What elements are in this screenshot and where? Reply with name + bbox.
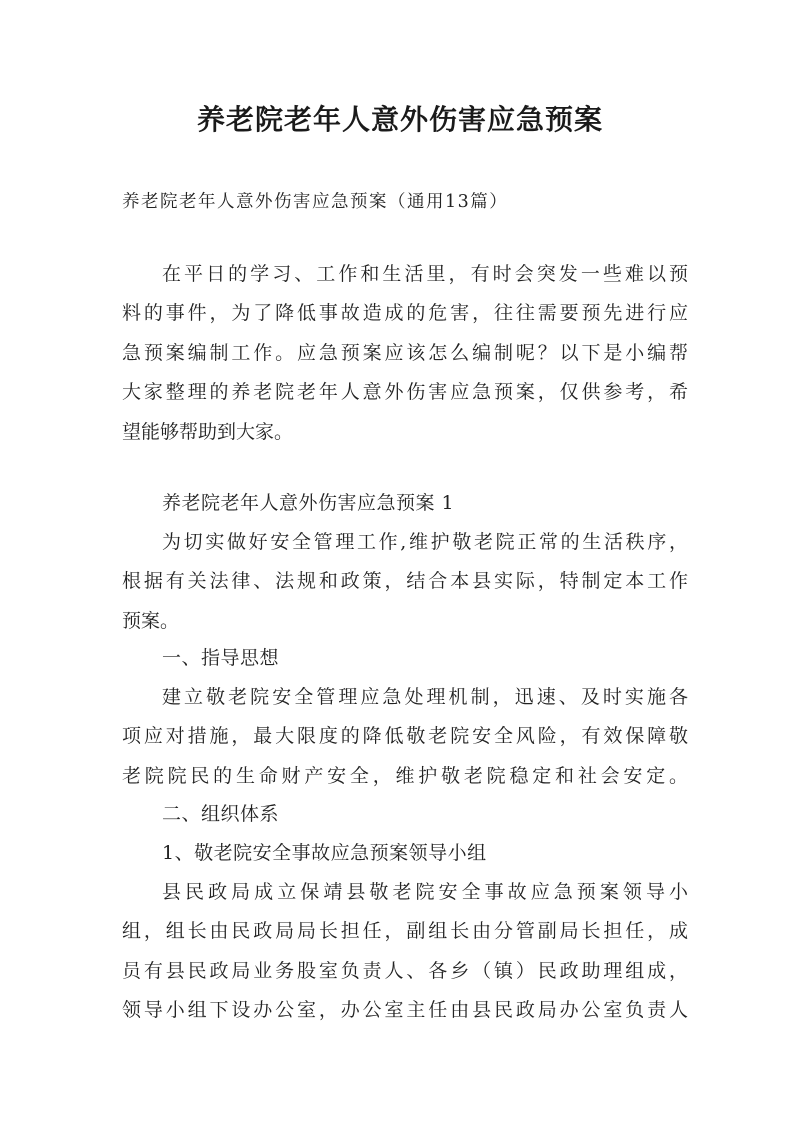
group-paragraph xyxy=(122,873,688,1031)
paragraph-line: 根据有关法律、法规和政策，结合本县实际，特制定本工作 xyxy=(122,570,688,593)
paragraph-line: 组，组长由民政局局长担任，副组长由分管副局长担任，成 xyxy=(122,920,688,943)
org-heading: 二、组织体系 xyxy=(162,803,280,825)
section1-paragraph xyxy=(122,523,688,641)
guiding-paragraph xyxy=(122,678,688,796)
paragraph-line: 料的事件，为了降低事故造成的危害，往往需要预先进行应 xyxy=(122,302,688,325)
paragraph-line: 大家整理的养老院老年人意外伤害应急预案，仅供参考，希 xyxy=(122,381,688,404)
paragraph-line: 建立敬老院安全管理应急处理机制，迅速、及时实施各 xyxy=(162,686,688,708)
paragraph-line: 为切实做好安全管理工作,维护敬老院正常的生活秩序， xyxy=(162,531,688,553)
paragraph-line: 员有县民政局业务股室负责人、各乡（镇）民政助理组成， xyxy=(122,959,688,982)
section-heading: 养老院老年人意外伤害应急预案 1 xyxy=(162,492,455,514)
document-title: 养老院老年人意外伤害应急预案 xyxy=(196,103,603,136)
paragraph-line: 领导小组下设办公室，办公室主任由县民政局办公室负责人 xyxy=(122,999,688,1022)
paragraph-line: 县民政局成立保靖县敬老院安全事故应急预案领导小 xyxy=(162,881,688,903)
intro-paragraph xyxy=(122,255,688,452)
paragraph-line: 项应对措施，最大限度的降低敬老院安全风险，有效保障敬 xyxy=(122,725,688,748)
group-heading: 1、敬老院安全事故应急预案领导小组 xyxy=(162,842,487,864)
paragraph-line: 望能够帮助到大家。 xyxy=(122,420,294,443)
paragraph-line: 预案。 xyxy=(122,609,180,632)
document-subtitle: 养老院老年人意外伤害应急预案（通用13篇） xyxy=(122,192,509,212)
paragraph-line: 老院院民的生命财产安全，维护敬老院稳定和社会安定。 xyxy=(122,764,688,787)
paragraph-line: 在平日的学习、工作和生活里，有时会突发一些难以预 xyxy=(162,263,688,285)
guiding-heading: 一、指导思想 xyxy=(162,647,280,669)
paragraph-line: 急预案编制工作。应急预案应该怎么编制呢？以下是小编帮 xyxy=(122,341,688,364)
